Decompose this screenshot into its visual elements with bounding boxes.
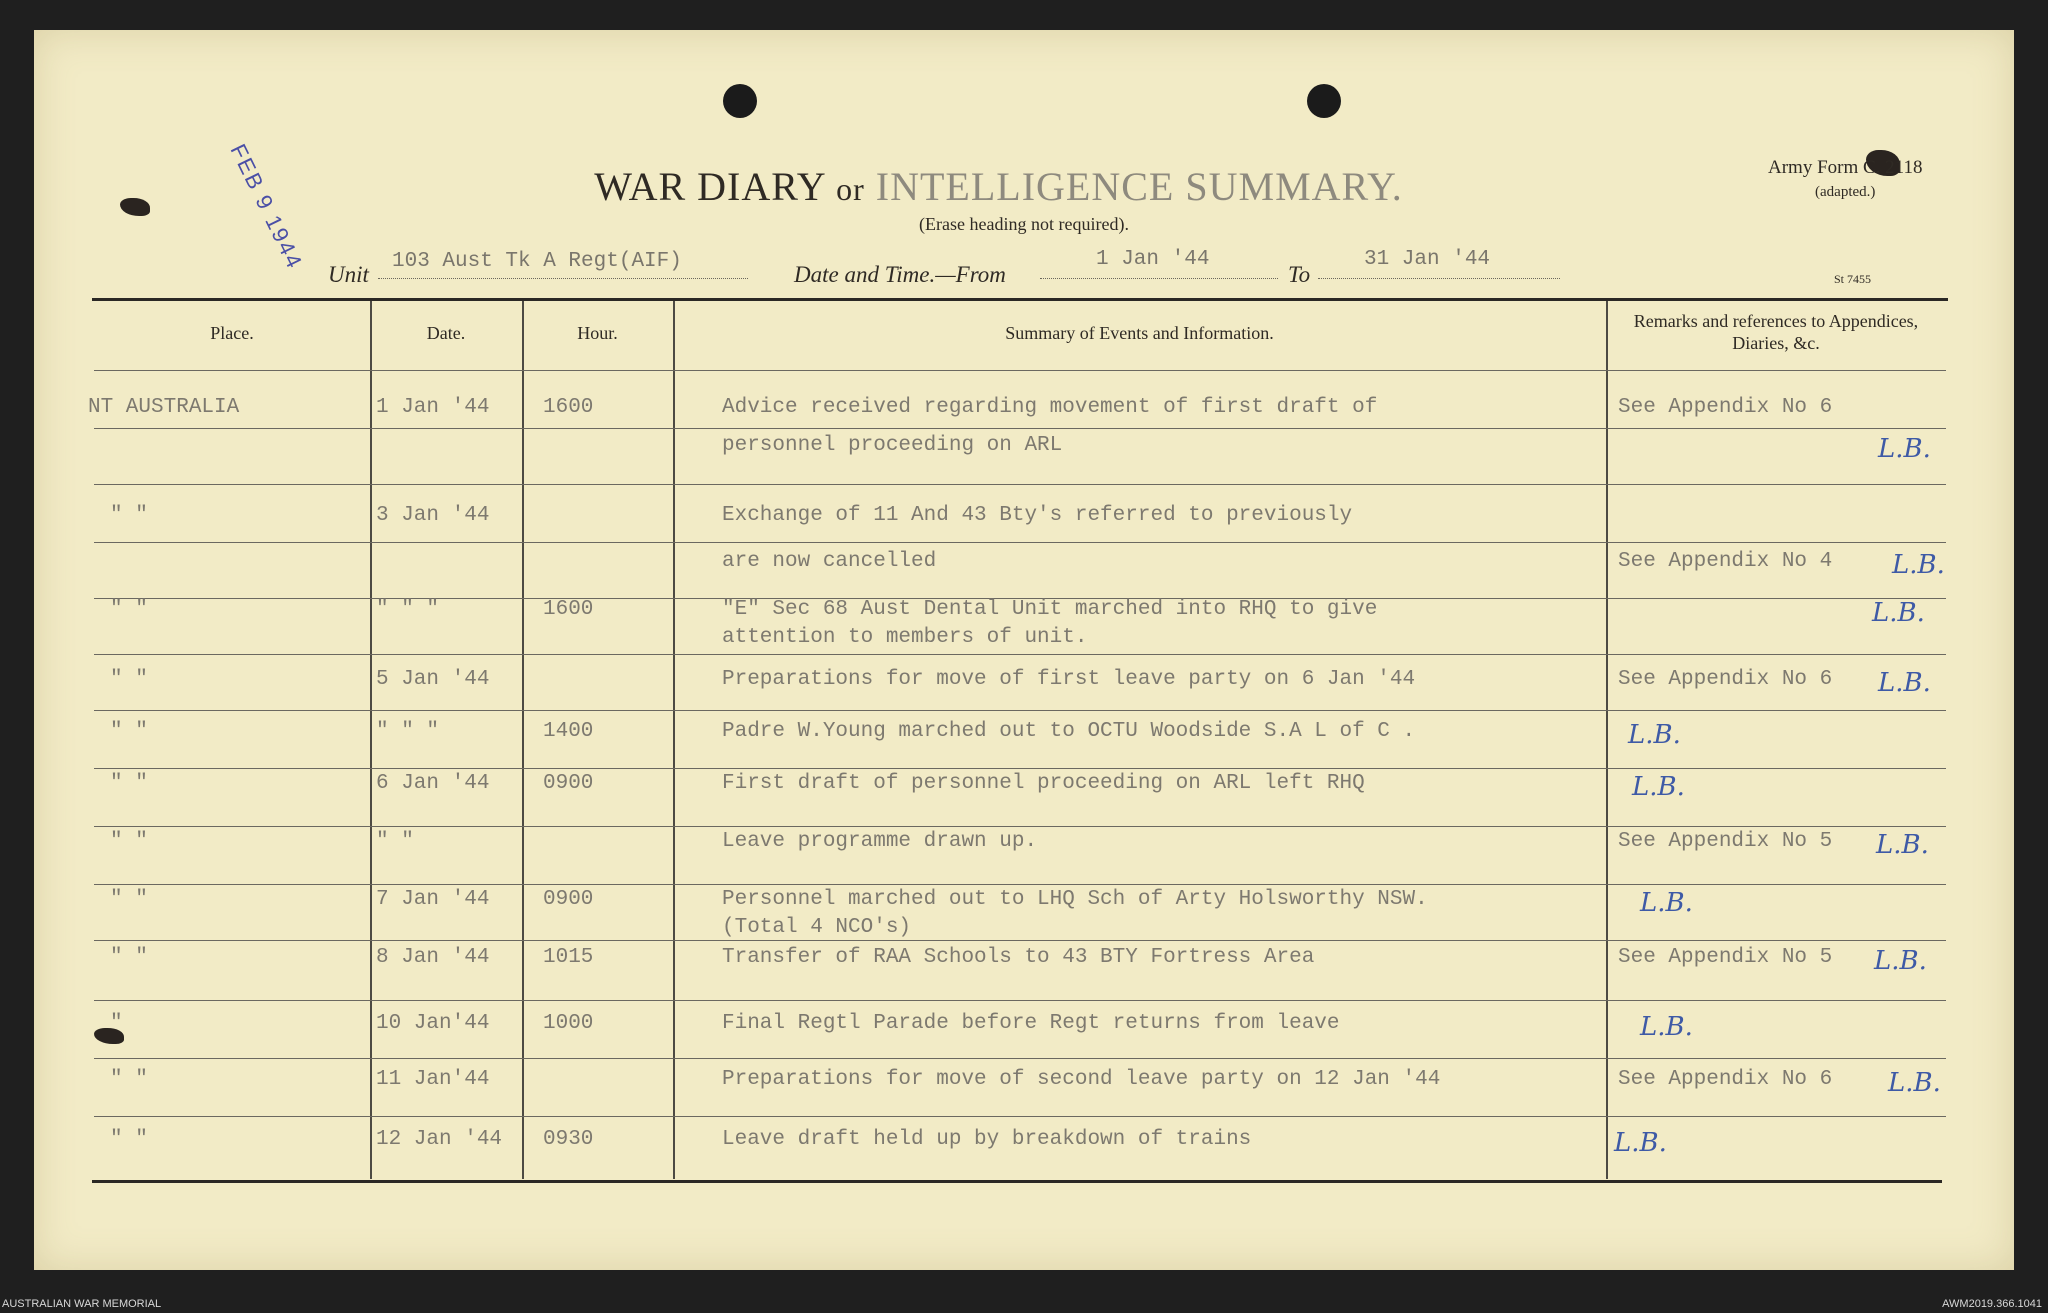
entry-place: " ": [110, 830, 148, 853]
entry-summary: are now cancelled: [722, 550, 937, 573]
row-divider: [94, 542, 1946, 543]
entry-summary: Leave draft held up by breakdown of trains: [722, 1128, 1252, 1151]
date-to-underline: [1318, 278, 1560, 279]
column-divider: [370, 301, 372, 1179]
entry-hour: 1600: [543, 598, 594, 621]
column-divider: [522, 301, 524, 1179]
entry-date: 6 Jan '44: [376, 772, 490, 795]
entry-hour: 0900: [543, 772, 594, 795]
officer-initials: L.B.: [1878, 668, 1931, 698]
entry-place: " ": [110, 1068, 148, 1091]
entry-place: " ": [110, 668, 148, 691]
entry-summary: Transfer of RAA Schools to 43 BTY Fortress Area: [722, 946, 1315, 969]
entry-date: 1 Jan '44: [376, 396, 490, 419]
column-header-hour: Hour.: [577, 323, 618, 343]
entry-hour: 1400: [543, 720, 594, 743]
officer-initials: L.B.: [1632, 772, 1685, 802]
row-divider: [94, 1000, 1946, 1001]
entry-place: " ": [110, 888, 148, 911]
entry-date: 10 Jan'44: [376, 1012, 490, 1035]
entry-summary: First draft of personnel proceeding on ARL left RHQ: [722, 772, 1365, 795]
column-header-summary: Summary of Events and Information.: [1005, 323, 1274, 343]
officer-initials: L.B.: [1872, 598, 1925, 628]
entry-hour: 0930: [543, 1128, 594, 1151]
officer-initials: L.B.: [1614, 1128, 1667, 1158]
received-date-stamp: FEB 9 1944: [225, 140, 308, 274]
officer-initials: L.B.: [1640, 1012, 1693, 1042]
erase-note: (Erase heading not required).: [919, 214, 1129, 234]
stationery-number: St 7455: [1834, 272, 1872, 286]
entry-summary: Exchange of 11 And 43 Bty's referred to previously: [722, 504, 1353, 527]
army-form-label: Army Form C. 2118: [1768, 157, 1923, 178]
officer-initials: L.B.: [1888, 1068, 1941, 1098]
row-divider: [94, 710, 1946, 711]
entry-hour: 1015: [543, 946, 594, 969]
entry-summary: personnel proceeding on ARL: [722, 434, 1063, 457]
entry-remarks: See Appendix No 5: [1618, 946, 1833, 969]
column-divider: [1606, 301, 1608, 1179]
title-war-diary: WAR DIARY: [594, 164, 826, 209]
entry-place: " ": [110, 598, 148, 621]
entry-hour: 1000: [543, 1012, 594, 1035]
entry-date: " " ": [376, 720, 440, 743]
entry-summary: "E" Sec 68 Aust Dental Unit marched into RHQ to give attention to members of unit.: [722, 598, 1378, 649]
entry-place: " ": [110, 772, 148, 795]
entry-date: 7 Jan '44: [376, 888, 490, 911]
entry-place: " ": [110, 504, 148, 527]
entry-summary: Preparations for move of first leave party on 6 Jan '44: [722, 668, 1416, 691]
officer-initials: L.B.: [1892, 550, 1945, 580]
form-title: [0, 163, 2048, 210]
date-from-underline: [1040, 278, 1278, 279]
entry-place: ": [110, 1012, 123, 1035]
title-intelligence-summary: INTELLIGENCE SUMMARY.: [875, 164, 1403, 209]
date-to-label: To: [1288, 262, 1311, 287]
archive-credit: AUSTRALIAN WAR MEMORIAL: [2, 1298, 162, 1310]
archive-reference: AWM2019.366.1041: [1942, 1298, 2042, 1310]
entry-remarks: See Appendix No 6: [1618, 1068, 1833, 1091]
entry-place: " ": [110, 946, 148, 969]
entry-place: " ": [110, 720, 148, 743]
row-divider: [94, 484, 1946, 485]
army-form-adapted: (adapted.): [1815, 184, 1876, 200]
entry-remarks: See Appendix No 5: [1618, 830, 1833, 853]
column-header-date: Date.: [426, 323, 466, 343]
entry-date: 5 Jan '44: [376, 668, 490, 691]
date-from-label: Date and Time.—From: [794, 262, 1006, 287]
header-divider: [94, 370, 1946, 371]
date-to-value: 31 Jan '44: [1364, 248, 1491, 271]
entry-summary: Leave programme drawn up.: [722, 830, 1038, 853]
row-divider: [94, 428, 1946, 429]
table-bottom-rule: [92, 1180, 1942, 1183]
officer-initials: L.B.: [1876, 830, 1929, 860]
officer-initials: L.B.: [1878, 434, 1931, 464]
entry-summary: Personnel marched out to LHQ Sch of Arty Holsworthy NSW. (Total 4 NCO's): [722, 888, 1428, 939]
row-divider: [94, 826, 1946, 827]
entry-remarks: See Appendix No 6: [1618, 668, 1833, 691]
title-or: or: [836, 171, 865, 207]
column-header-remarks: Remarks and references to Appendices, Diaries, &c.: [1633, 311, 1919, 353]
entry-place: NT AUSTRALIA: [88, 396, 240, 419]
row-divider: [94, 654, 1946, 655]
entry-date: " ": [376, 830, 414, 853]
unit-label: Unit: [328, 262, 369, 287]
date-from-value: 1 Jan '44: [1096, 248, 1210, 271]
officer-initials: L.B.: [1640, 888, 1693, 918]
officer-initials: L.B.: [1628, 720, 1681, 750]
entry-date: 12 Jan '44: [376, 1128, 503, 1151]
row-divider: [94, 1116, 1946, 1117]
entry-remarks: See Appendix No 6: [1618, 396, 1833, 419]
punch-hole-left: [723, 84, 757, 118]
entry-date: " " ": [376, 598, 440, 621]
entry-remarks: See Appendix No 4: [1618, 550, 1833, 573]
entry-date: 11 Jan'44: [376, 1068, 490, 1091]
officer-initials: L.B.: [1874, 946, 1927, 976]
unit-value: 103 Aust Tk A Regt(AIF): [392, 250, 682, 273]
entry-date: 8 Jan '44: [376, 946, 490, 969]
row-divider: [94, 884, 1946, 885]
row-divider: [94, 1058, 1946, 1059]
entry-summary: Padre W.Young marched out to OCTU Woodside S.A L of C .: [722, 720, 1416, 743]
column-header-place: Place.: [210, 323, 254, 343]
entry-hour: 0900: [543, 888, 594, 911]
entry-date: 3 Jan '44: [376, 504, 490, 527]
entry-summary: Final Regtl Parade before Regt returns from leave: [722, 1012, 1340, 1035]
entry-place: " ": [110, 1128, 148, 1151]
entry-hour: 1600: [543, 396, 594, 419]
unit-underline: [378, 278, 748, 279]
punch-hole-right: [1307, 84, 1341, 118]
army-form-number: [1768, 156, 1922, 204]
entry-summary: Advice received regarding movement of first draft of: [722, 396, 1378, 419]
row-divider: [94, 768, 1946, 769]
entry-summary: Preparations for move of second leave party on 12 Jan '44: [722, 1068, 1441, 1091]
column-divider: [673, 301, 675, 1179]
